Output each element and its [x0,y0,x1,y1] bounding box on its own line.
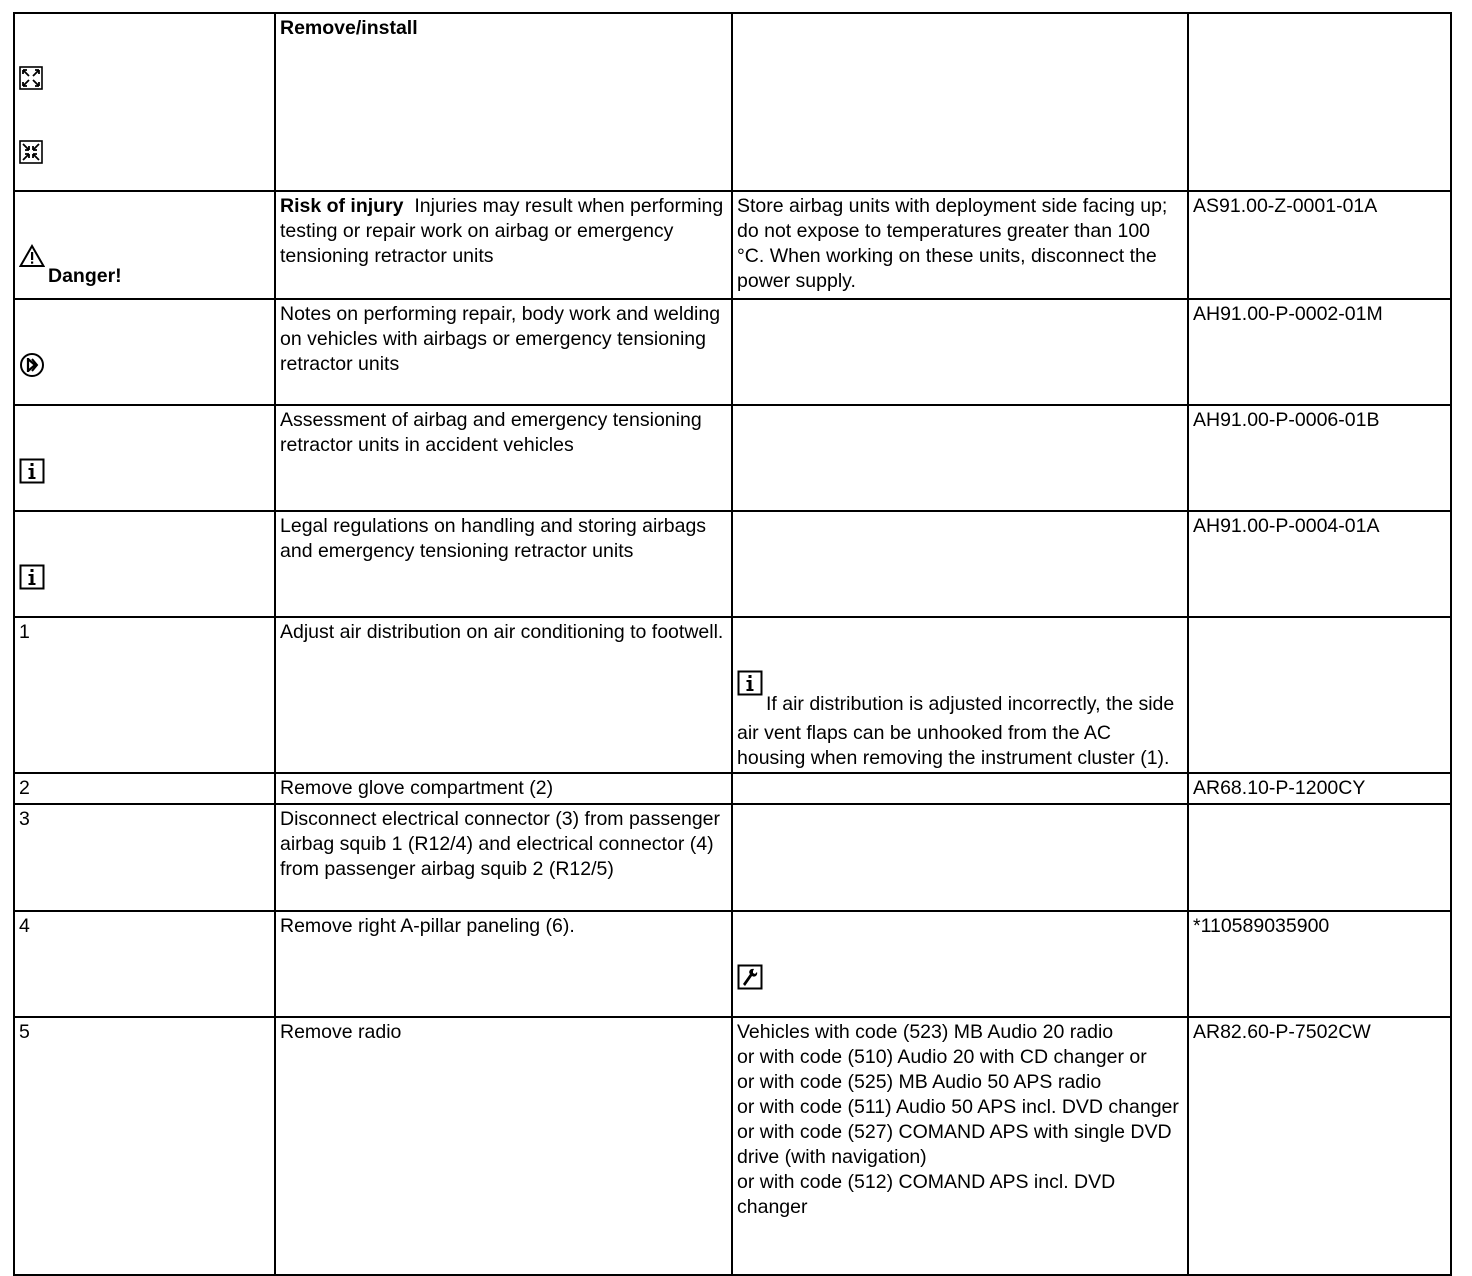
step-number: 1 [14,617,275,773]
assessment-empty-cell [732,405,1188,511]
legal-description: Legal regulations on handling and storing airbags and emergency tensioning retractor units [275,511,732,617]
step-note: Vehicles with code (523) MB Audio 20 radio or with code (510) Audio 20 with CD changer or or with code (525) MB Audio 50 APS radio or with code (511) Audio 50 APS incl. DVD changer or with code (527) COMAND APS with single DVD drive (with navigation) or with code (512) COMAND APS incl. DVD changer [732,1017,1188,1275]
collapse-icon[interactable] [19,115,43,189]
warning-triangle-icon [19,219,45,293]
step-description: Adjust air distribution on air conditioning to footwell. [275,617,732,773]
danger-label-cell [14,191,275,299]
special-tool-icon[interactable] [737,939,763,1015]
step-reference-link[interactable]: AR82.60-P-7502CW [1188,1017,1451,1275]
header-row [14,13,1451,191]
danger-heading: Risk of injury [280,195,404,217]
step-row [14,617,1451,773]
assessment-description: Assessment of airbag and emergency tensioning retractor units in accident vehicles [275,405,732,511]
step-reference-link[interactable]: AR68.10-P-1200CY [1188,773,1451,804]
notes-description: Notes on performing repair, body work and welding on vehicles with airbags or emergency tensioning retractor units [275,299,732,405]
step-number: 3 [14,804,275,911]
danger-description: Injuries may result when performing testing or repair work on airbag or emergency tensioning retractor units [280,195,724,267]
step-number: 4 [14,911,275,1017]
assessment-icon-cell [14,405,275,511]
legal-icon-cell [14,511,275,617]
step-note-empty [732,804,1188,911]
header-icons-cell [14,13,275,191]
danger-note: Store airbag units with deployment side facing up; do not expose to temperatures greater than 100 °C. When working on these units, disconnect the power supply. [732,191,1188,299]
legal-row [14,511,1451,617]
step-description: Remove glove compartment (2) [275,773,732,804]
expand-icon[interactable] [19,41,43,115]
step-row [14,911,1451,1017]
special-tool-cell [732,911,1188,1017]
procedure-table [13,12,1452,1276]
danger-label: Danger! [48,265,122,287]
note-pointer-icon [19,327,45,403]
notes-row [14,299,1451,405]
step-reference [1188,804,1451,911]
header-empty-cell [732,13,1188,191]
danger-description-cell [275,191,732,299]
info-icon [737,645,763,721]
step-number: 5 [14,1017,275,1275]
step-row [14,804,1451,911]
assessment-reference-link[interactable]: AH91.00-P-0006-01B [1188,405,1451,511]
legal-reference-link[interactable]: AH91.00-P-0004-01A [1188,511,1451,617]
step-description: Disconnect electrical connector (3) from passenger airbag squib 1 (R12/4) and electrical connector (4) from passenger airbag squib 2 (R12/5) [275,804,732,911]
step-description: Remove right A-pillar paneling (6). [275,911,732,1017]
notes-empty-cell [732,299,1188,405]
step-note-empty [732,773,1188,804]
step-number: 2 [14,773,275,804]
step-row [14,773,1451,804]
legal-empty-cell [732,511,1188,617]
notes-icon-cell [14,299,275,405]
info-icon [19,433,45,509]
step-row [14,1017,1451,1275]
assessment-row [14,405,1451,511]
step-description: Remove radio [275,1017,732,1275]
step-reference [1188,617,1451,773]
notes-reference-link[interactable]: AH91.00-P-0002-01M [1188,299,1451,405]
info-icon [19,539,45,615]
step-note-cell [732,617,1188,773]
danger-row [14,191,1451,299]
header-title: Remove/install [275,13,732,191]
danger-reference-link[interactable]: AS91.00-Z-0001-01A [1188,191,1451,299]
special-tool-number-link[interactable]: *110589035900 [1188,911,1451,1017]
header-empty-cell [1188,13,1451,191]
step-note: If air distribution is adjusted incorrectly, the side air vent flaps can be unhooked from the AC housing when removing the instrument cluster (1). [737,693,1175,769]
